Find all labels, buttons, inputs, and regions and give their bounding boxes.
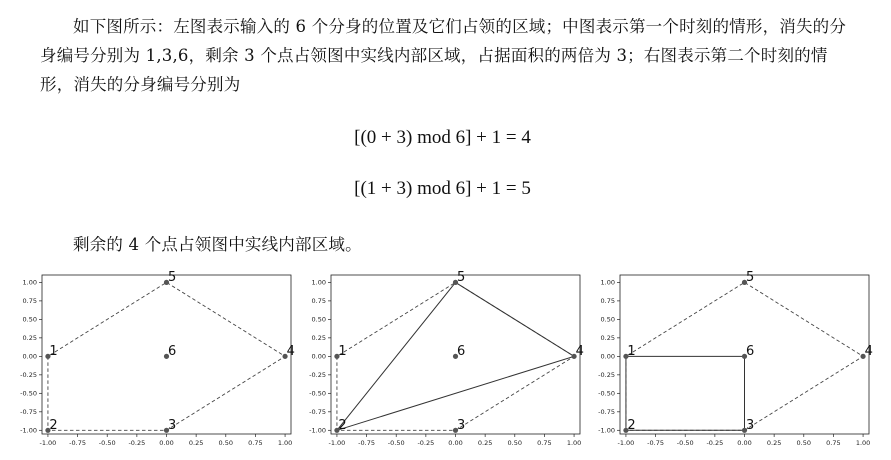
- middle-plot: [297, 268, 582, 460]
- y-tick-label: 0.50: [311, 315, 326, 324]
- point-label-1: 1: [49, 343, 58, 359]
- y-tick-label: 0.50: [22, 315, 37, 324]
- y-tick-label: 1.00: [22, 278, 37, 287]
- x-tick-label: 0.00: [448, 439, 463, 447]
- right-plot: [586, 268, 871, 460]
- y-tick-label: 0.00: [600, 352, 615, 361]
- y-tick-label: 0.75: [600, 297, 615, 306]
- x-tick-label: 0.25: [766, 439, 782, 447]
- y-tick-label: 0.25: [600, 334, 615, 343]
- left-plot: [8, 268, 293, 460]
- y-tick-label: -0.75: [598, 408, 615, 417]
- x-tick-label: -0.25: [128, 439, 146, 447]
- equation-2: [(1 + 3) mod 6] + 1 = 5: [354, 178, 531, 199]
- y-tick-label: 0.25: [311, 334, 326, 343]
- point-label-1: 1: [338, 343, 347, 359]
- point-label-6: 6: [457, 343, 466, 359]
- point-label-4: 4: [286, 343, 295, 359]
- x-tick-label: -0.75: [358, 439, 375, 447]
- y-tick-label: -0.50: [20, 389, 37, 398]
- point-label-4: 4: [864, 343, 873, 359]
- y-tick-label: 1.00: [600, 278, 615, 287]
- y-tick-label: -0.25: [598, 371, 615, 380]
- point-label-3: 3: [746, 417, 755, 433]
- x-tick-label: 1.00: [277, 439, 293, 447]
- y-tick-label: -1.00: [598, 426, 615, 435]
- point-label-5: 5: [746, 269, 755, 285]
- x-tick-label: -0.75: [647, 439, 664, 447]
- x-tick-label: 0.50: [796, 439, 812, 447]
- y-tick-label: 0.75: [22, 297, 37, 306]
- x-tick-label: -1.00: [617, 439, 635, 447]
- y-tick-label: 0.50: [600, 315, 615, 324]
- point-label-2: 2: [338, 417, 347, 433]
- y-tick-label: -0.25: [20, 371, 37, 380]
- closing-paragraph: 剩余的 4 个点占领图中实线内部区域。: [73, 235, 362, 254]
- x-tick-label: -0.25: [706, 439, 724, 447]
- x-tick-label: 0.75: [537, 439, 552, 447]
- x-tick-label: -1.00: [39, 439, 57, 447]
- y-tick-label: 0.00: [22, 352, 37, 361]
- y-tick-label: 0.75: [311, 297, 326, 306]
- y-tick-label: -0.25: [309, 371, 326, 380]
- y-tick-label: -0.75: [309, 408, 326, 417]
- x-tick-label: -0.50: [387, 439, 405, 447]
- x-tick-label: 0.75: [248, 439, 263, 447]
- point-label-4: 4: [575, 343, 584, 359]
- point-label-1: 1: [627, 343, 636, 359]
- equation-1: [(0 + 3) mod 6] + 1 = 4: [354, 127, 531, 148]
- point-label-3: 3: [457, 417, 466, 433]
- x-tick-label: -0.25: [417, 439, 435, 447]
- x-tick-label: 0.00: [159, 439, 174, 447]
- y-tick-label: -0.75: [20, 408, 37, 417]
- point-label-6: 6: [168, 343, 177, 359]
- point-label-3: 3: [168, 417, 177, 433]
- x-tick-label: 0.50: [218, 439, 234, 447]
- point-label-2: 2: [49, 417, 58, 433]
- x-tick-label: 0.50: [507, 439, 523, 447]
- x-tick-label: 0.25: [477, 439, 493, 447]
- point-label-2: 2: [627, 417, 636, 433]
- x-tick-label: 1.00: [855, 439, 871, 447]
- x-tick-label: -0.50: [676, 439, 694, 447]
- intro-paragraph: 如下图所示：左图表示输入的 6 个分身的位置及它们占领的区域；中图表示第一个时刻的情形，消失的分身编号分别为 1,3,6，剩余 3 个点占领图中实线内部区域，占据面积的两倍为 3；右图表示第二个时刻的情形，消失的分身编号分别为: [40, 17, 847, 94]
- y-tick-label: 0.00: [311, 352, 326, 361]
- y-tick-label: -0.50: [309, 389, 326, 398]
- x-tick-label: 0.75: [826, 439, 841, 447]
- point-label-5: 5: [457, 269, 466, 285]
- x-tick-label: 0.25: [188, 439, 204, 447]
- point-label-6: 6: [746, 343, 755, 359]
- y-tick-label: -0.50: [598, 389, 615, 398]
- x-tick-label: 0.00: [737, 439, 752, 447]
- x-tick-label: -0.75: [69, 439, 86, 447]
- point-label-5: 5: [168, 269, 177, 285]
- y-tick-label: -1.00: [309, 426, 326, 435]
- x-tick-label: -0.50: [98, 439, 116, 447]
- x-tick-label: -1.00: [328, 439, 346, 447]
- x-tick-label: 1.00: [566, 439, 582, 447]
- y-tick-label: 0.25: [22, 334, 37, 343]
- y-tick-label: 1.00: [311, 278, 326, 287]
- y-tick-label: -1.00: [20, 426, 37, 435]
